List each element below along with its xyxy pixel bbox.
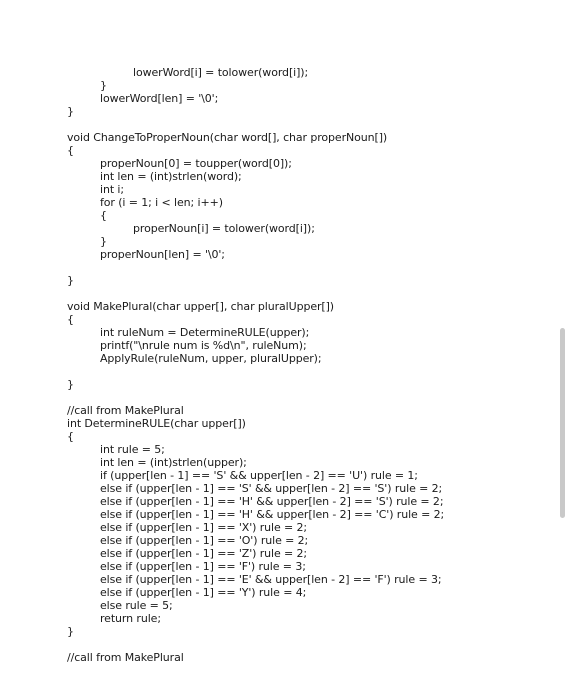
code-line: lowerWord[i] = tolower(word[i]); — [133, 66, 309, 79]
vertical-scrollbar[interactable] — [560, 328, 565, 518]
code-line: } — [67, 105, 74, 118]
code-line: properNoun[0] = toupper(word[0]); — [100, 157, 292, 170]
code-line: void ChangeToProperNoun(char word[], char properNoun[]) — [67, 131, 388, 144]
code-line: } — [67, 274, 74, 287]
code-line: else if (upper[len - 1] == 'S' && upper[len - 2] == 'S') rule = 2; — [100, 482, 443, 495]
code-line: else if (upper[len - 1] == 'H' && upper[len - 2] == 'C') rule = 2; — [100, 508, 445, 521]
code-line: //call from MakePlural — [67, 651, 184, 664]
code-line: int ruleNum = DetermineRULE(upper); — [100, 326, 310, 339]
code-line: int len = (int)strlen(word); — [100, 170, 242, 183]
code-line: return rule; — [100, 612, 161, 625]
code-line: void MakePlural(char upper[], char pluralUpper[]) — [67, 300, 334, 313]
code-line: { — [67, 144, 74, 157]
code-line: else if (upper[len - 1] == 'Z') rule = 2; — [100, 547, 308, 560]
code-line: } — [67, 378, 74, 391]
code-line: } — [67, 625, 74, 638]
code-line: int i; — [100, 183, 124, 196]
code-line: else if (upper[len - 1] == 'E' && upper[len - 2] == 'F') rule = 3; — [100, 573, 442, 586]
code-line: //call from MakePlural — [67, 404, 184, 417]
code-line: int len = (int)strlen(upper); — [100, 456, 247, 469]
code-line: } — [100, 79, 107, 92]
code-line: else if (upper[len - 1] == 'H' && upper[len - 2] == 'S') rule = 2; — [100, 495, 444, 508]
code-line: else rule = 5; — [100, 599, 173, 612]
code-line: { — [67, 313, 74, 326]
code-line: int DetermineRULE(char upper[]) — [67, 417, 246, 430]
code-line: printf("\nrule num is %d\n", ruleNum); — [100, 339, 307, 352]
code-line: ApplyRule(ruleNum, upper, pluralUpper); — [100, 352, 322, 365]
code-line: else if (upper[len - 1] == 'O') rule = 2; — [100, 534, 309, 547]
code-line: else if (upper[len - 1] == 'Y') rule = 4; — [100, 586, 307, 599]
code-line: for (i = 1; i < len; i++) — [100, 196, 223, 209]
code-line: lowerWord[len] = '\0'; — [100, 92, 219, 105]
code-line: properNoun[len] = '\0'; — [100, 248, 225, 261]
code-line: else if (upper[len - 1] == 'F') rule = 3; — [100, 560, 306, 573]
code-line: { — [67, 430, 74, 443]
code-line: { — [100, 209, 107, 222]
code-line: if (upper[len - 1] == 'S' && upper[len - 2] == 'U') rule = 1; — [100, 469, 418, 482]
code-line: properNoun[i] = tolower(word[i]); — [133, 222, 315, 235]
code-line: } — [100, 235, 107, 248]
code-line: int rule = 5; — [100, 443, 165, 456]
code-line: else if (upper[len - 1] == 'X') rule = 2; — [100, 521, 308, 534]
